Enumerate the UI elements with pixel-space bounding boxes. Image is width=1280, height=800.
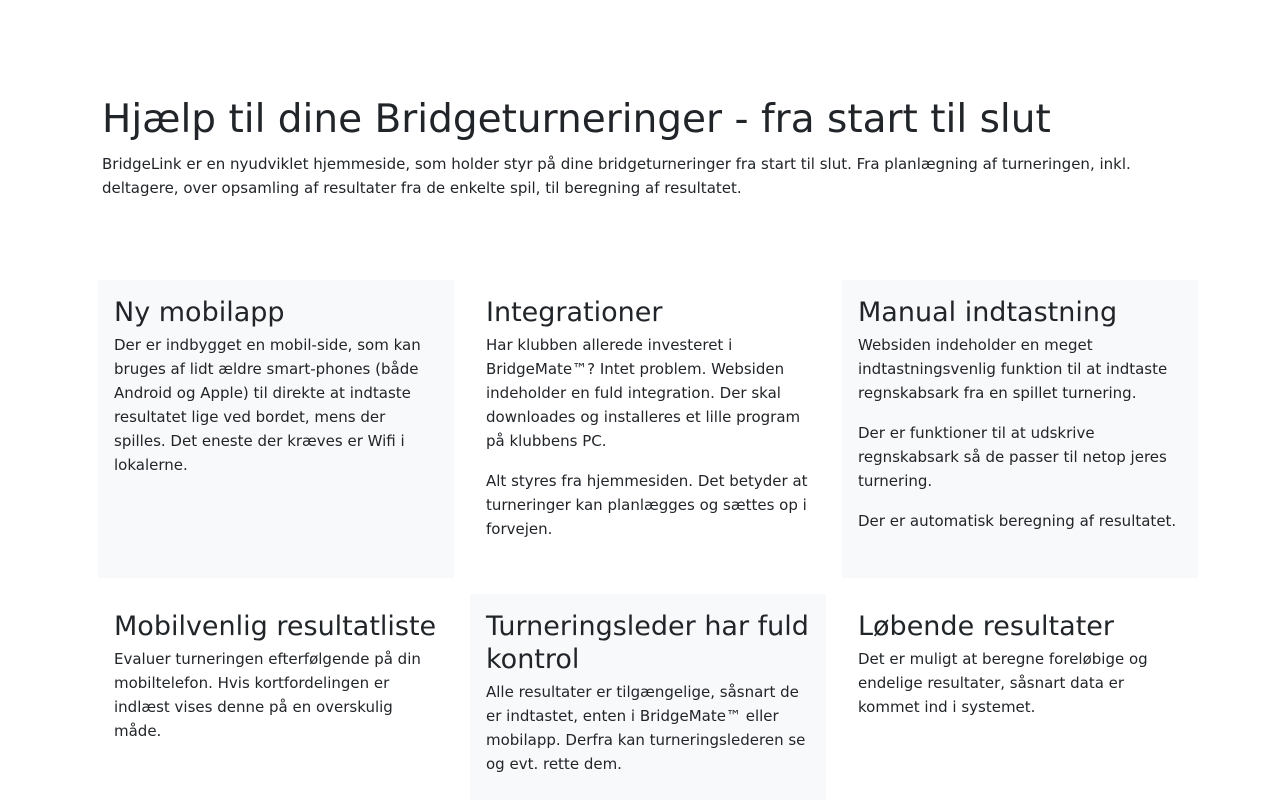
feature-text: Det er muligt at beregne foreløbige og endelige resultater, såsnart data er kommet ind i systemet. bbox=[858, 650, 1148, 716]
feature-card-manual-entry bbox=[842, 280, 1198, 578]
feature-text: Der er automatisk beregning af resultatet. bbox=[858, 512, 1177, 530]
feature-card-mobile-app bbox=[98, 280, 454, 578]
page-title: Hjælp til dine Bridgeturneringer - fra start til slut bbox=[102, 97, 1051, 142]
hero-lead: BridgeLink er en nyudviklet hjemmeside, som holder styr på dine bridgeturneringer fra start til slut. Fra planlægning af turneringen, inkl. deltagere, over opsamling af resultater fra de enkelte spil, til beregning af resultatet. bbox=[102, 155, 1131, 197]
feature-text: Alt styres fra hjemmesiden. Det betyder at turneringer kan planlægges og sættes op i forvejen. bbox=[486, 472, 808, 538]
feature-card-integrations bbox=[470, 280, 826, 578]
feature-card-live-results bbox=[842, 594, 1198, 800]
feature-text: Alle resultater er tilgængelige, såsnart de er indtastet, enten i BridgeMate™ eller mobilapp. Derfra kan turneringslederen se og evt. rette dem. bbox=[486, 683, 806, 773]
feature-title: Manual indtastning bbox=[858, 297, 1118, 328]
feature-text: Har klubben allerede investeret i BridgeMate™? Intet problem. Websiden indeholder en fuld integration. Der skal downloades og installeres et lille program på klubbens PC. bbox=[486, 336, 801, 450]
feature-title: Løbende resultater bbox=[858, 611, 1114, 642]
hero-section bbox=[102, 96, 1178, 200]
feature-title: Ny mobilapp bbox=[114, 297, 285, 328]
feature-text: Der er funktioner til at udskrive regnskabsark så de passer til netop jeres turnering. bbox=[858, 424, 1167, 490]
feature-card-mobile-results bbox=[98, 594, 454, 800]
feature-title: Integrationer bbox=[486, 297, 663, 328]
feature-title: Mobilvenlig resultatliste bbox=[114, 611, 437, 642]
feature-text: Evaluer turneringen efterfølgende på din mobiltelefon. Hvis kortfordelingen er indlæst vises denne på en overskulig måde. bbox=[114, 650, 421, 740]
feature-title: Turneringsleder har fuld kontrol bbox=[486, 611, 809, 675]
feature-text: Der er indbygget en mobil-side, som kan bruges af lidt ældre smart-phones (både Android og Apple) til direkte at indtaste resultatet lige ved bordet, mens der spilles. Det eneste der kræves er Wifi i lokalerne. bbox=[114, 336, 421, 474]
feature-text: Websiden indeholder en meget indtastningsvenlig funktion til at indtaste regnskabsark fra en spillet turnering. bbox=[858, 336, 1168, 402]
feature-card-tournament-director bbox=[470, 594, 826, 800]
